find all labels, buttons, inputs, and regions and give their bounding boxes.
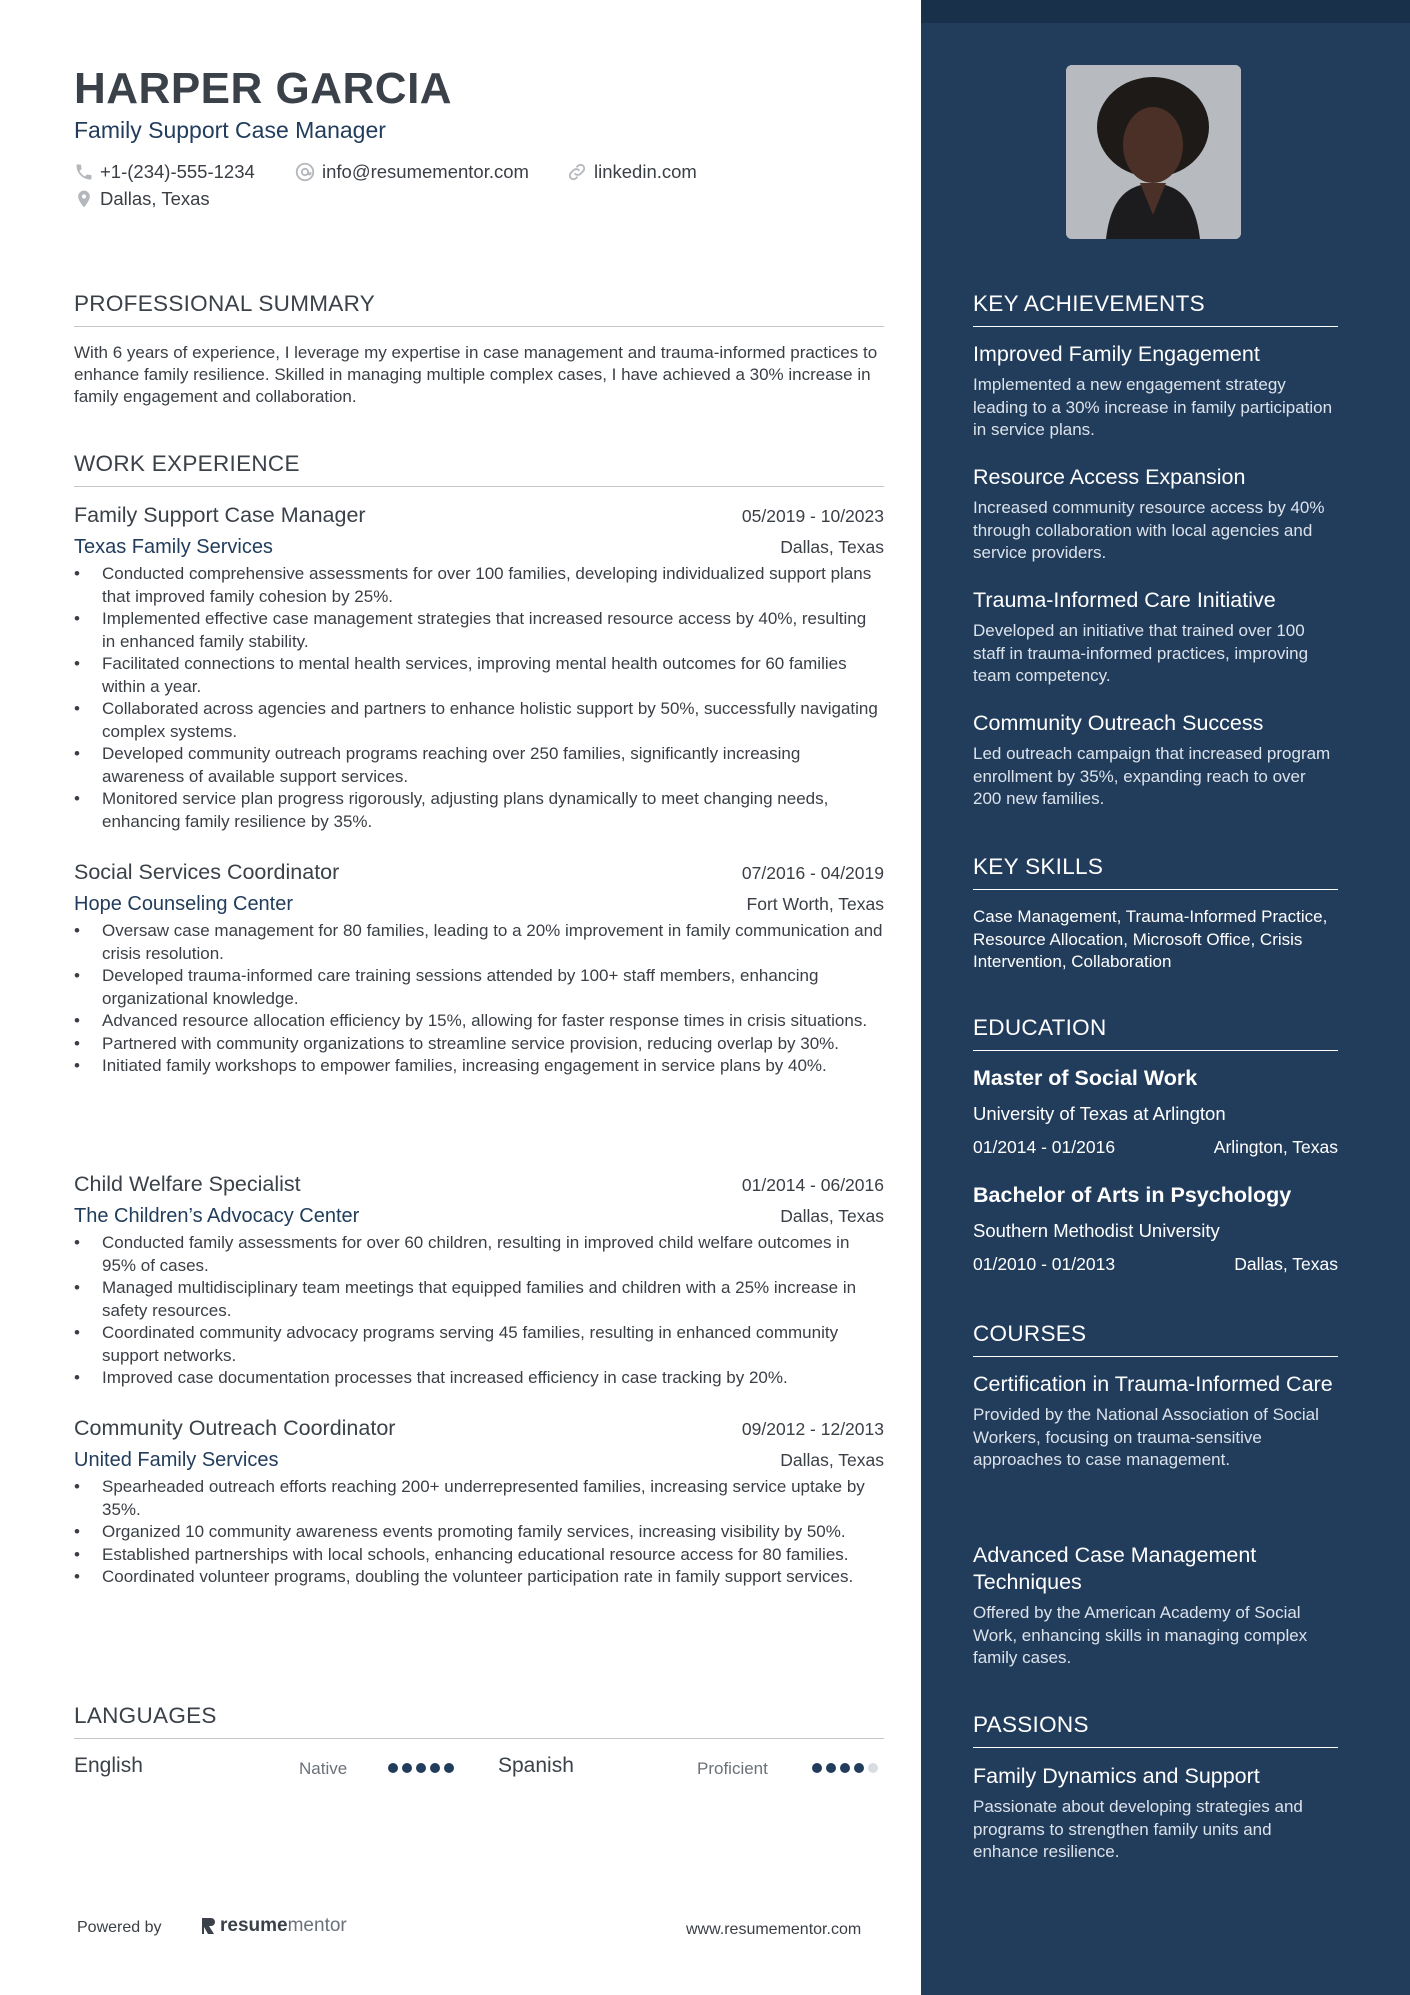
footer-url-link[interactable]: www.resumementor.com (686, 1921, 862, 1938)
course-desc: Provided by the National Association of Social Workers, focusing on trauma-sensitive approaches to case management. (973, 1405, 1319, 1469)
sidebar-top-band (921, 0, 1410, 23)
language-proficiency-dots (812, 1763, 882, 1773)
job-company: United Family Services (74, 1449, 279, 1471)
achievement-desc: Led outreach campaign that increased program enrollment by 35%, expanding reach to over 200 new families. (973, 744, 1331, 808)
job-location: Fort Worth, Texas (746, 894, 884, 914)
job-entry (74, 503, 884, 833)
candidate-name: HARPER GARCIA (74, 64, 453, 113)
job-bullet: • Spearheaded outreach efforts reaching 200+ underrepresented families, increasing service uptake by 35%. (74, 1476, 884, 1521)
achievement-title: Community Outreach Success (973, 711, 1264, 735)
location-pin-icon (74, 188, 94, 210)
job-dates: 07/2016 - 04/2019 (741, 863, 884, 883)
proficiency-dot-filled (430, 1763, 440, 1773)
job-bullet: • Facilitated connections to mental health services, improving mental health outcomes for 60 families within a year. (74, 653, 884, 698)
job-bullet: • Collaborated across agencies and partners to enhance holistic support by 50%, successfully navigating complex systems. (74, 698, 884, 743)
skills-heading: KEY SKILLS (973, 854, 1338, 890)
job-bullet: • Conducted comprehensive assessments for over 100 families, developing individualized support plans that improved family cohesion by 25%. (74, 563, 884, 608)
job-bullet: • Organized 10 community awareness events promoting family services, increasing visibility by 50%. (74, 1521, 884, 1544)
skills-text: Case Management, Trauma-Informed Practice, Resource Allocation, Microsoft Office, Crisis Intervention, Collaboration (973, 907, 1328, 971)
job-bullet: • Managed multidisciplinary team meetings that equipped families and children with a 25% increase in safety resources. (74, 1277, 884, 1322)
job-company: The Children’s Advocacy Center (74, 1205, 360, 1227)
education-item (973, 1183, 1338, 1275)
language-level: Proficient (697, 1759, 768, 1778)
contact-location (74, 188, 210, 210)
education-school: Southern Methodist University (973, 1220, 1220, 1241)
job-dates: 09/2012 - 12/2013 (741, 1419, 884, 1439)
powered-by-label: Powered by (77, 1919, 162, 1936)
course-title: Advanced Case Management Techniques (973, 1543, 1257, 1594)
job-entry (74, 860, 884, 1078)
passion-desc: Passionate about developing strategies and programs to strengthen family units and enhance resilience. (973, 1797, 1303, 1861)
at-icon (294, 161, 316, 183)
experience-heading: WORK EXPERIENCE (74, 451, 884, 487)
job-company: Hope Counseling Center (74, 893, 294, 915)
proficiency-dot-empty (868, 1763, 878, 1773)
job-bullet: • Initiated family workshops to empower families, increasing engagement in service plans by 40%. (74, 1055, 884, 1078)
job-bullet: • Coordinated volunteer programs, doubling the volunteer participation rate in family support services. (74, 1566, 884, 1589)
logo-text-part1: resume (220, 1915, 288, 1936)
job-entry (74, 1172, 884, 1390)
proficiency-dot-filled (826, 1763, 836, 1773)
phone-text: +1-(234)-555-1234 (100, 161, 255, 182)
languages-heading: LANGUAGES (74, 1703, 884, 1739)
link-icon (566, 161, 588, 183)
summary-heading: PROFESSIONAL SUMMARY (74, 291, 884, 327)
language-name: English (74, 1754, 143, 1777)
achievement-desc: Implemented a new engagement strategy leading to a 30% increase in family participation in service plans. (973, 375, 1333, 439)
contact-email[interactable] (294, 161, 529, 183)
job-entry (74, 1416, 884, 1589)
education-item (973, 1066, 1338, 1158)
achievement-item (973, 587, 1338, 688)
passions-heading: PASSIONS (973, 1712, 1338, 1748)
job-title: Social Services Coordinator (74, 860, 340, 884)
passion-item (973, 1763, 1338, 1864)
achievement-desc: Developed an initiative that trained over 100 staff in trauma-informed practices, improving team competency. (973, 621, 1309, 685)
sidebar (921, 0, 1410, 1995)
achievements-heading: KEY ACHIEVEMENTS (973, 291, 1338, 327)
logo-text-part2: mentor (287, 1915, 347, 1936)
achievement-title: Resource Access Expansion (973, 465, 1246, 489)
course-desc: Offered by the American Academy of Social Work, enhancing skills in managing complex family cases. (973, 1603, 1308, 1667)
job-bullets (74, 920, 884, 1078)
job-bullet: • Advanced resource allocation efficiency by 15%, allowing for faster response times in crisis situations. (74, 1010, 884, 1033)
job-dates: 01/2014 - 06/2016 (741, 1175, 884, 1195)
summary-text: With 6 years of experience, I leverage my expertise in case management and trauma-informed practices to enhance family resilience. Skilled in managing multiple complex cases, I have achieved a 30% increase in family engagement and collaboration. (74, 343, 878, 406)
job-bullet: • Conducted family assessments for over 60 children, resulting in improved child welfare outcomes in 95% of cases. (74, 1232, 884, 1277)
job-location: Dallas, Texas (780, 1450, 884, 1470)
proficiency-dot-filled (854, 1763, 864, 1773)
language-proficiency-dots (388, 1763, 458, 1773)
contact-phone[interactable] (74, 161, 255, 183)
job-dates: 05/2019 - 10/2023 (741, 506, 884, 526)
job-bullet: • Coordinated community advocacy programs serving 45 families, resulting in enhanced community support networks. (74, 1322, 884, 1367)
education-degree: Master of Social Work (973, 1066, 1198, 1090)
passion-title: Family Dynamics and Support (973, 1764, 1260, 1788)
candidate-title: Family Support Case Manager (74, 117, 386, 143)
job-bullet: • Developed community outreach programs reaching over 250 families, significantly increasing awareness of available support services. (74, 743, 884, 788)
achievement-desc: Increased community resource access by 40% through collaboration with local agencies and service providers. (973, 498, 1325, 562)
linkedin-text: linkedin.com (594, 161, 697, 182)
course-item (973, 1542, 1338, 1670)
job-bullet: • Monitored service plan progress rigorously, adjusting plans dynamically to meet changing needs, enhancing family resilience by 35%. (74, 788, 884, 833)
achievement-title: Improved Family Engagement (973, 342, 1260, 366)
achievement-item (973, 341, 1338, 442)
job-location: Dallas, Texas (780, 537, 884, 557)
education-degree: Bachelor of Arts in Psychology (973, 1183, 1292, 1207)
job-title: Child Welfare Specialist (74, 1172, 301, 1196)
location-text: Dallas, Texas (100, 188, 210, 209)
proficiency-dot-filled (840, 1763, 850, 1773)
job-bullets (74, 1476, 884, 1589)
phone-icon (74, 162, 94, 182)
job-title: Family Support Case Manager (74, 503, 366, 527)
contact-linkedin[interactable] (566, 161, 697, 183)
email-text: info@resumementor.com (322, 161, 529, 182)
job-bullet: • Improved case documentation processes that increased efficiency in case tracking by 20%. (74, 1367, 884, 1390)
education-school: University of Texas at Arlington (973, 1103, 1226, 1124)
achievement-title: Trauma-Informed Care Initiative (973, 588, 1276, 612)
proficiency-dot-filled (444, 1763, 454, 1773)
resumementor-logo[interactable] (199, 1915, 347, 1937)
job-bullet: • Established partnerships with local schools, enhancing educational resource access for 80 families. (74, 1544, 884, 1567)
proficiency-dot-filled (416, 1763, 426, 1773)
courses-heading: COURSES (973, 1321, 1338, 1357)
job-bullet: • Developed trauma-informed care training sessions attended by 100+ staff members, enhancing organizational knowledge. (74, 965, 884, 1010)
course-title: Certification in Trauma-Informed Care (973, 1372, 1333, 1396)
job-bullet: • Partnered with community organizations to streamline service provision, reducing overlap by 30%. (74, 1033, 884, 1056)
job-title: Community Outreach Coordinator (74, 1416, 396, 1440)
education-location: Dallas, Texas (1234, 1254, 1338, 1274)
language-level: Native (299, 1759, 348, 1778)
profile-photo-image (1066, 65, 1241, 239)
education-location: Arlington, Texas (1213, 1137, 1338, 1157)
proficiency-dot-filled (402, 1763, 412, 1773)
resumementor-logo-icon (199, 1916, 217, 1936)
job-bullet: • Implemented effective case management strategies that increased resource access by 40%, resulting in enhanced family stability. (74, 608, 884, 653)
job-bullets (74, 563, 884, 833)
proficiency-dot-filled (812, 1763, 822, 1773)
education-dates: 01/2010 - 01/2013 (973, 1254, 1116, 1274)
proficiency-dot-filled (388, 1763, 398, 1773)
job-bullets (74, 1232, 884, 1390)
job-location: Dallas, Texas (780, 1206, 884, 1226)
education-dates: 01/2014 - 01/2016 (973, 1137, 1116, 1157)
job-company: Texas Family Services (74, 536, 273, 558)
profile-photo (1066, 65, 1241, 239)
achievement-item (973, 464, 1338, 565)
course-item (973, 1371, 1338, 1472)
education-heading: EDUCATION (973, 1015, 1338, 1051)
language-name: Spanish (498, 1754, 574, 1777)
job-bullet: • Oversaw case management for 80 families, leading to a 20% improvement in family communication and crisis resolution. (74, 920, 884, 965)
achievement-item (973, 710, 1338, 811)
